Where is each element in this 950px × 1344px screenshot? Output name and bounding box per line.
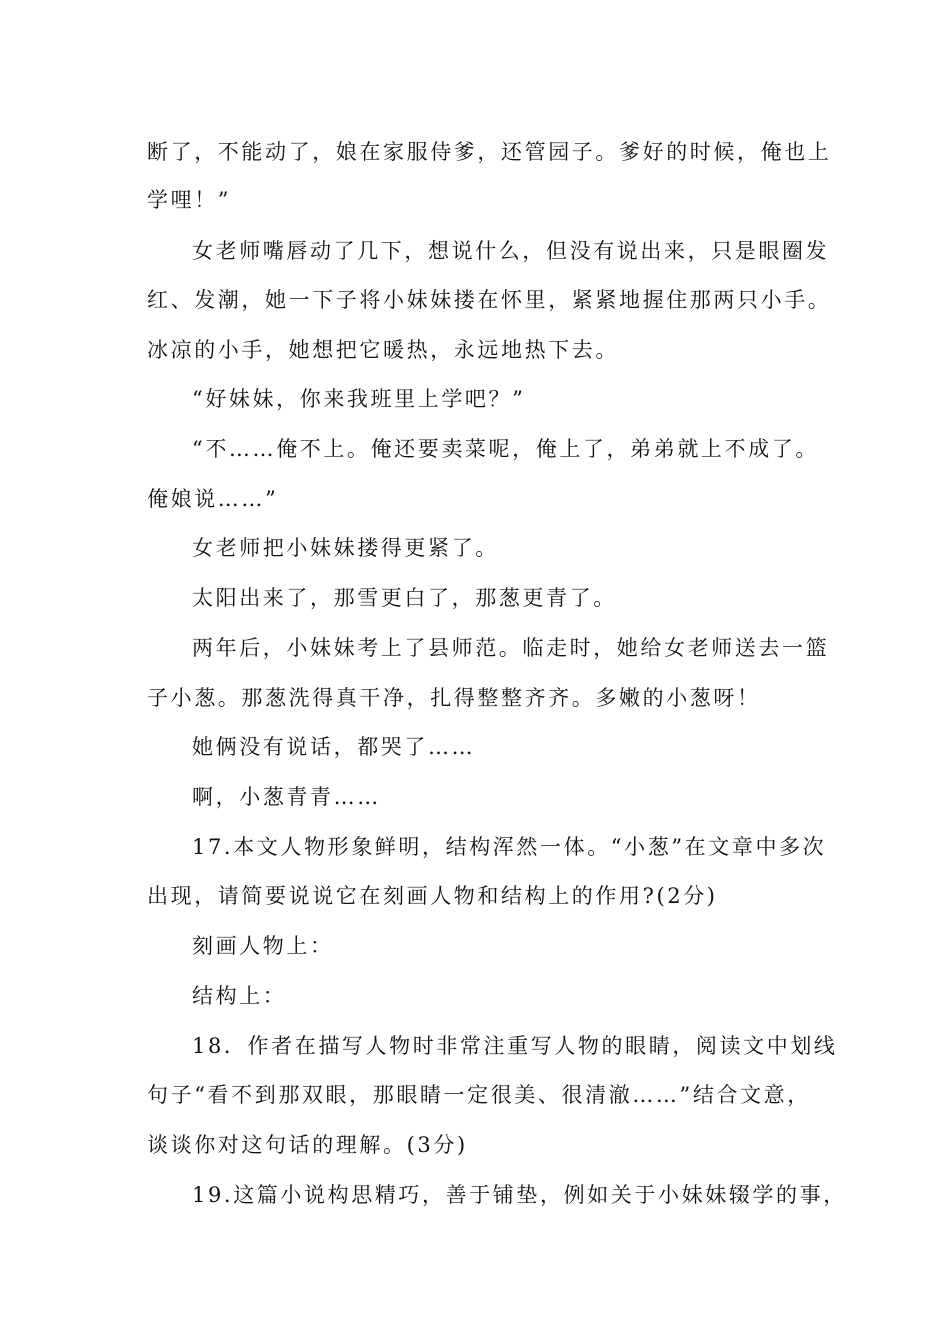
answer-label-character: 刻画人物上： xyxy=(192,934,334,958)
text-line: 学哩！” xyxy=(147,188,232,212)
text-line: 红、发潮，她一下子将小妹妹搂在怀里，紧紧地握住那两只小手。 xyxy=(147,288,832,312)
answer-label-structure: 结构上： xyxy=(192,984,287,1008)
question-18-line: 句子“看不到那双眼，那眼睛一定很美、很清澈……”结合文意， xyxy=(147,1083,811,1107)
text-line: 女老师嘴唇动了几下，想说什么，但没有说出来，只是眼圈发 xyxy=(192,239,830,263)
text-line: 啊，小葱青青…… xyxy=(192,785,381,809)
text-line: “不……俺不上。俺还要卖菜呢，俺上了，弟弟就上不成了。 xyxy=(192,437,819,461)
text-line: 断了，不能动了，娘在家服侍爹，还管园子。爹好的时候，俺也上 xyxy=(147,140,832,164)
question-18-line: 谈谈你对这句话的理解。(3分) xyxy=(147,1133,468,1157)
text-line: 她俩没有说话，都哭了…… xyxy=(192,735,476,759)
text-line: 俺娘说……” xyxy=(147,487,279,511)
text-line: 女老师把小妹妹搂得更紧了。 xyxy=(192,536,499,560)
text-line: 太阳出来了，那雪更白了，那葱更青了。 xyxy=(192,586,617,610)
question-18-line: 18．作者在描写人物时非常注重写人物的眼睛，阅读文中划线 xyxy=(192,1034,838,1058)
text-line: “好妹妹，你来我班里上学吧？” xyxy=(192,387,526,411)
question-17-line: 17.本文人物形象鲜明，结构浑然一体。“小葱”在文章中多次 xyxy=(192,835,827,859)
text-line: 子小葱。那葱洗得真干净，扎得整整齐齐。多嫩的小葱呀！ xyxy=(147,686,761,710)
text-line: 冰凉的小手，她想把它暖热，永远地热下去。 xyxy=(147,338,619,362)
question-17-line: 出现，请简要说说它在刻画人物和结构上的作用?(2分) xyxy=(147,884,718,908)
question-19-line: 19.这篇小说构思精巧，善于铺垫，例如关于小妹妹辍学的事， xyxy=(192,1183,847,1207)
text-line: 两年后，小妹妹考上了县师范。临走时，她给女老师送去一篮 xyxy=(192,636,830,660)
